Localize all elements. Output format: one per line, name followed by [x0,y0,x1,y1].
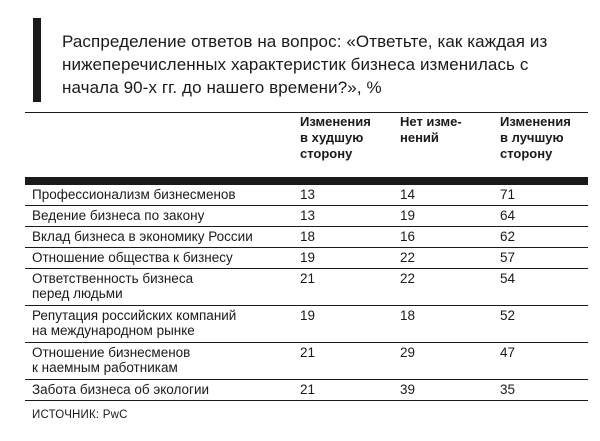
row-label: Вклад бизнеса в экономику России [32,229,253,244]
row-label: Забота бизнеса об экологии [32,382,210,397]
value-better: 71 [500,187,516,202]
value-no-change: 22 [400,271,416,286]
table-row [25,248,588,269]
column-header-no-change: Нет изме- нений [400,114,462,145]
value-worse: 21 [300,345,316,360]
table-row [25,269,588,306]
row-label: Ведение бизнеса по закону [32,208,205,223]
row-label: Отношение бизнесменов к наемным работникам [32,345,191,375]
value-better: 54 [500,271,516,286]
value-worse: 19 [300,250,316,265]
source-note: ИСТОЧНИК: PwC [32,409,128,421]
table-row [25,343,588,380]
value-better: 47 [500,345,516,360]
row-label: Репутация российских компаний на международном рынке [32,308,237,338]
table-header [25,112,588,173]
value-no-change: 16 [400,229,416,244]
value-no-change: 19 [400,208,416,223]
value-worse: 19 [300,308,316,323]
data-table [25,112,588,401]
value-better: 62 [500,229,516,244]
value-worse: 21 [300,271,316,286]
table-row [25,227,588,248]
value-no-change: 39 [400,382,416,397]
value-no-change: 22 [400,250,416,265]
row-label: Профессионализм бизнесменов [32,187,236,202]
table-title: Распределение ответов на вопрос: «Ответьте, как каждая из нижеперечисленных характеристик бизнеса изменилась с начала 90-х гг. до нашего времени?», % [62,32,548,97]
value-better: 52 [500,308,516,323]
title-block [33,18,593,102]
table-body [25,185,588,401]
value-better: 57 [500,250,516,265]
value-worse: 13 [300,208,316,223]
table-row [25,306,588,343]
value-worse: 21 [300,382,316,397]
table-row [25,185,588,206]
value-worse: 13 [300,187,316,202]
title-accent-bar [33,18,41,102]
table-row [25,380,588,401]
table-row [25,206,588,227]
row-label: Отношение общества к бизнесу [32,250,233,265]
column-header-worse: Изменения в худшую сторону [300,114,371,161]
value-worse: 18 [300,229,316,244]
value-no-change: 18 [400,308,416,323]
row-label: Ответственность бизнеса перед людьми [32,271,194,301]
value-no-change: 29 [400,345,416,360]
value-better: 35 [500,382,516,397]
value-no-change: 14 [400,187,416,202]
header-divider [25,177,588,185]
column-header-better: Изменения в лучшую сторону [500,114,571,161]
value-better: 64 [500,208,516,223]
